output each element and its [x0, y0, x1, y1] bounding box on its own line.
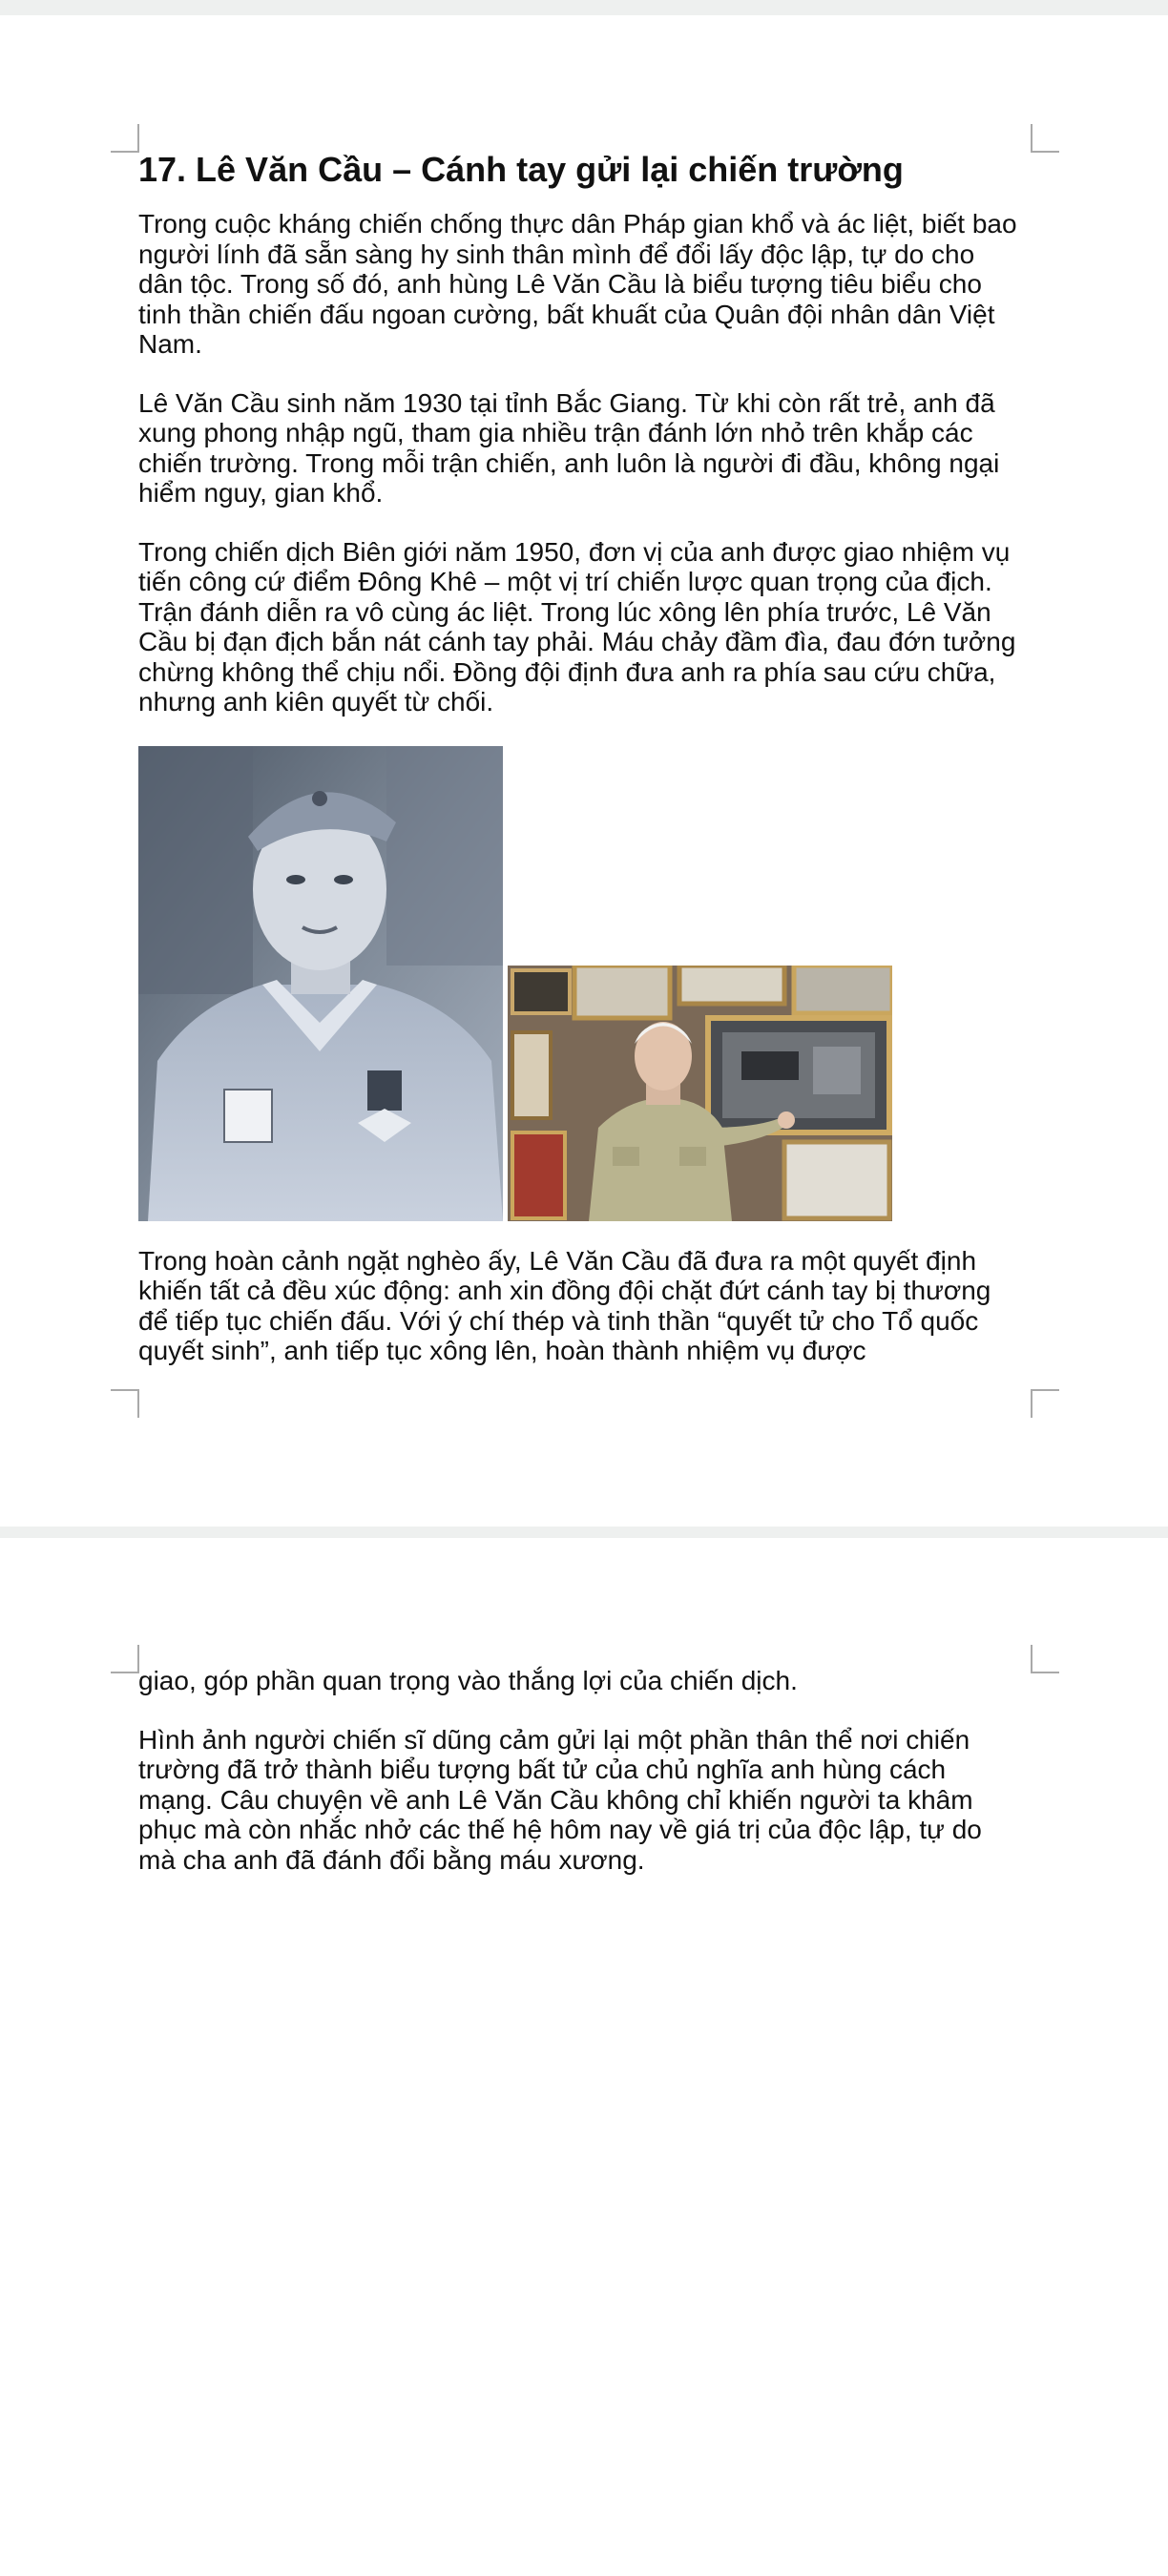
veteran-pointing-at-photos-photo: [508, 966, 892, 1221]
paragraph-continuation: giao, góp phần quan trọng vào thắng lợi của chiến dịch.: [138, 1666, 798, 1695]
margin-corner-bottom-right: [1031, 1389, 1059, 1418]
margin-corner-top-left: [111, 124, 139, 153]
paragraph-battle: Trong chiến dịch Biên giới năm 1950, đơn vị của anh được giao nhiệm vụ tiến công cứ điểm Đông Khê – một vị trí chiến lược quan trọng của địch. Trận đánh diễn ra vô cùng ác liệt. Trong lúc xông lên phía trước, Lê Văn Cầu bị đạn địch bắn nát cánh tay phải. Máu chảy đầm đìa, đau đớn tưởng chừng không thể chịu nổi. Đồng đội định đưa anh ra phía sau cứu chữa, nhưng anh kiên quyết từ chối.: [138, 536, 1016, 717]
page-2-body: [138, 1666, 1026, 1903]
document-page-2: [0, 1538, 1168, 2576]
photo-group: [138, 746, 1026, 1221]
margin-corner-top-right: [1031, 1645, 1059, 1673]
margin-corner-top-left: [111, 1645, 139, 1673]
paragraph-biography: Lê Văn Cầu sinh năm 1930 tại tỉnh Bắc Giang. Từ khi còn rất trẻ, anh đã xung phong nhập ngũ, tham gia nhiều trận đánh lớn nhỏ trên khắp các chiến trường. Trong mỗi trận chiến, anh luôn là người đi đầu, không ngại hiểm nguy, gian khổ.: [138, 387, 1000, 509]
paragraph-sacrifice: Trong hoàn cảnh ngặt nghèo ấy, Lê Văn Cầu đã đưa ra một quyết định khiến tất cả đều xúc động: anh xin đồng đội chặt đứt cánh tay bị thương để tiếp tục chiến đấu. Với ý chí thép và tinh thần “quyết tử cho Tổ quốc quyết sinh”, anh tiếp tục xông lên, hoàn thành nhiệm vụ được: [138, 1245, 991, 1366]
paragraph-intro: Trong cuộc kháng chiến chống thực dân Pháp gian khổ và ác liệt, biết bao người lính đã sẵn sàng hy sinh thân mình để đổi lấy độc lập, tự do cho dân tộc. Trong số đó, anh hùng Lê Văn Cầu là biểu tượng tiêu biểu cho tinh thần chiến đấu ngoan cường, bất khuất của Quân đội nhân dân Việt Nam.: [138, 209, 1017, 360]
young-soldier-portrait-photo: [138, 746, 503, 1221]
section-heading: 17. Lê Văn Cầu – Cánh tay gửi lại chiến trường: [138, 150, 904, 189]
paragraph-conclusion: Hình ảnh người chiến sĩ dũng cảm gửi lại một phần thân thể nơi chiến trường đã trở thành biểu tượng bất tử của chủ nghĩa anh hùng cách mạng. Câu chuyện về anh Lê Văn Cầu không chỉ khiến người ta khâm phục mà còn nhắc nhở các thế hệ hôm nay về giá trị của độc lập, tự do mà cha anh đã đánh đổi bằng máu xương.: [138, 1724, 982, 1875]
page-1-body: [138, 149, 1026, 1395]
margin-corner-bottom-left: [111, 1389, 139, 1418]
document-page-1: [0, 15, 1168, 1527]
margin-corner-top-right: [1031, 124, 1059, 153]
